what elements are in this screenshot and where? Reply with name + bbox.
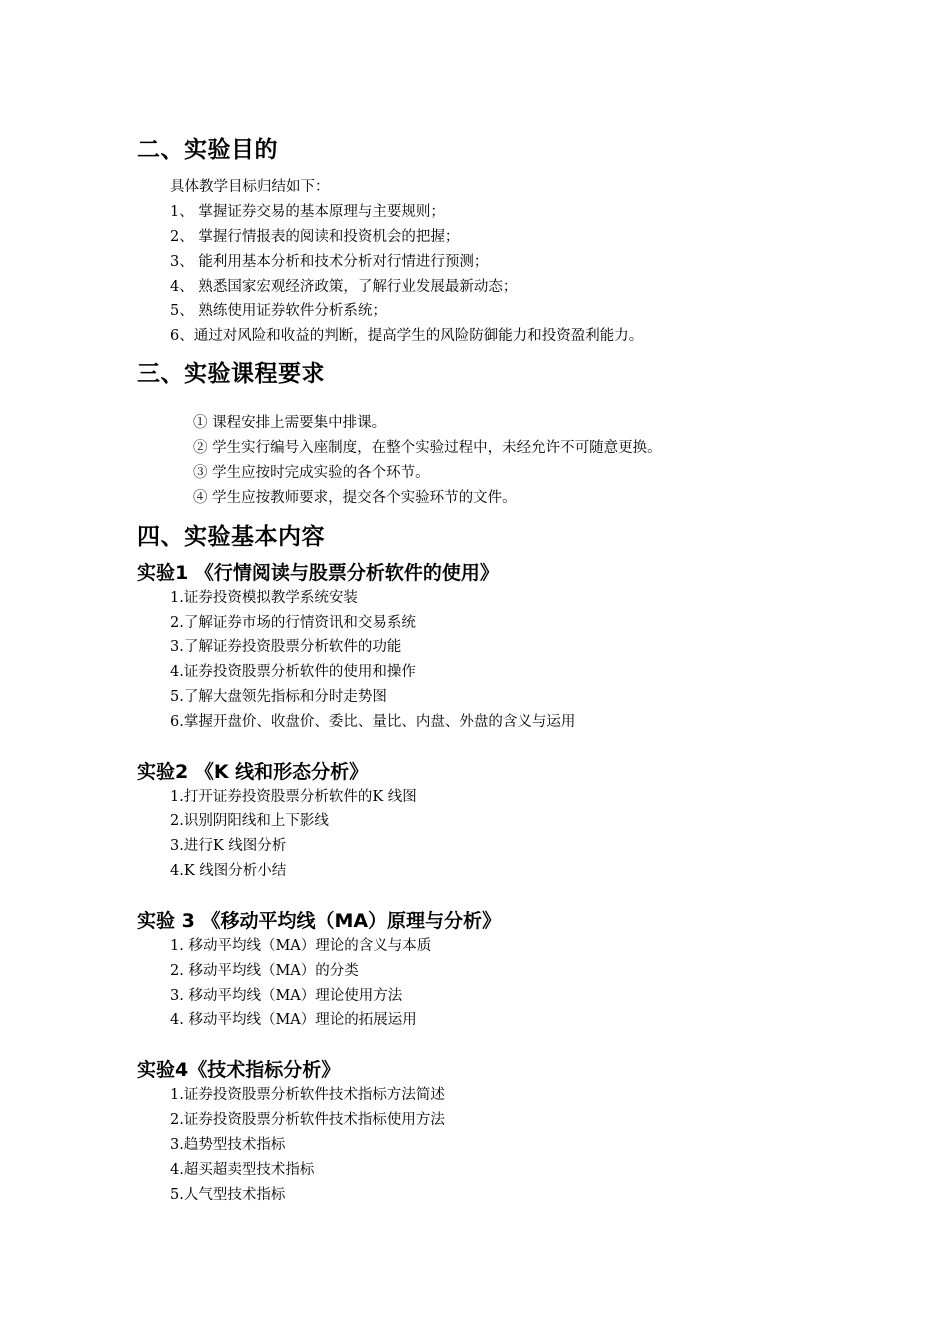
experiment-1-item: 3.了解证券投资股票分析软件的功能	[170, 639, 402, 655]
experiment-1-title: 实验1 《行情阅读与股票分析软件的使用》	[137, 562, 499, 584]
section-3-heading: 三、实验课程要求	[137, 361, 325, 387]
objective-item-1: 1、 掌握证券交易的基本原理与主要规则；	[170, 204, 445, 220]
experiment-4-title: 实验4《技术指标分析》	[137, 1059, 341, 1081]
experiment-4-item: 4.超买超卖型技术指标	[170, 1162, 315, 1178]
requirement-item-1: ① 课程安排上需要集中排课。	[193, 415, 387, 431]
experiment-2-item: 2.识别阴阳线和上下影线	[170, 813, 329, 829]
experiment-1-item: 4.证券投资股票分析软件的使用和操作	[170, 664, 416, 680]
requirement-item-3: ③ 学生应按时完成实验的各个环节。	[193, 465, 430, 481]
requirement-item-2: ② 学生实行编号入座制度，在整个实验过程中，未经允许不可随意更换。	[193, 440, 662, 456]
experiment-2-item: 3.进行K 线图分析	[170, 838, 287, 854]
experiment-3-title: 实验 3 《移动平均线（MA）原理与分析》	[137, 910, 502, 932]
experiment-3-item: 2. 移动平均线（MA）的分类	[170, 963, 359, 979]
experiment-4-item: 1.证券投资股票分析软件技术指标方法简述	[170, 1087, 445, 1103]
requirement-item-4: ④ 学生应按教师要求，提交各个实验环节的文件。	[193, 490, 517, 506]
experiment-1-item: 2.了解证券市场的行情资讯和交易系统	[170, 615, 416, 631]
experiment-3-item: 1. 移动平均线（MA）理论的含义与本质	[170, 938, 432, 954]
experiment-2-item: 4.K 线图分析小结	[170, 863, 287, 879]
experiment-4-item: 5.人气型技术指标	[170, 1187, 286, 1203]
objective-item-5: 5、 熟练使用证券软件分析系统；	[170, 303, 387, 319]
experiment-2-title: 实验2 《K 线和形态分析》	[137, 761, 369, 783]
section-2-heading: 二、实验目的	[137, 137, 278, 163]
section-2-intro: 具体教学目标归结如下：	[170, 179, 330, 195]
objective-item-4: 4、 熟悉国家宏观经济政策，了解行业发展最新动态；	[170, 279, 518, 295]
experiment-4-item: 2.证券投资股票分析软件技术指标使用方法	[170, 1112, 445, 1128]
experiment-2-item: 1.打开证券投资股票分析软件的K 线图	[170, 789, 417, 805]
experiment-1-item: 6.掌握开盘价、收盘价、委比、量比、内盘、外盘的含义与运用	[170, 714, 576, 730]
objective-item-2: 2、 掌握行情报表的阅读和投资机会的把握；	[170, 229, 460, 245]
objective-item-6: 6、通过对风险和收益的判断，提高学生的风险防御能力和投资盈利能力。	[170, 328, 644, 344]
experiment-1-item: 5.了解大盘领先指标和分时走势图	[170, 689, 387, 705]
experiment-1-item: 1.证券投资模拟教学系统安装	[170, 590, 358, 606]
experiment-4-item: 3.趋势型技术指标	[170, 1137, 286, 1153]
experiment-3-item: 3. 移动平均线（MA）理论使用方法	[170, 988, 403, 1004]
section-4-heading: 四、实验基本内容	[137, 524, 325, 550]
experiment-3-item: 4. 移动平均线（MA）理论的拓展运用	[170, 1012, 417, 1028]
objective-item-3: 3、 能利用基本分析和技术分析对行情进行预测；	[170, 254, 489, 270]
